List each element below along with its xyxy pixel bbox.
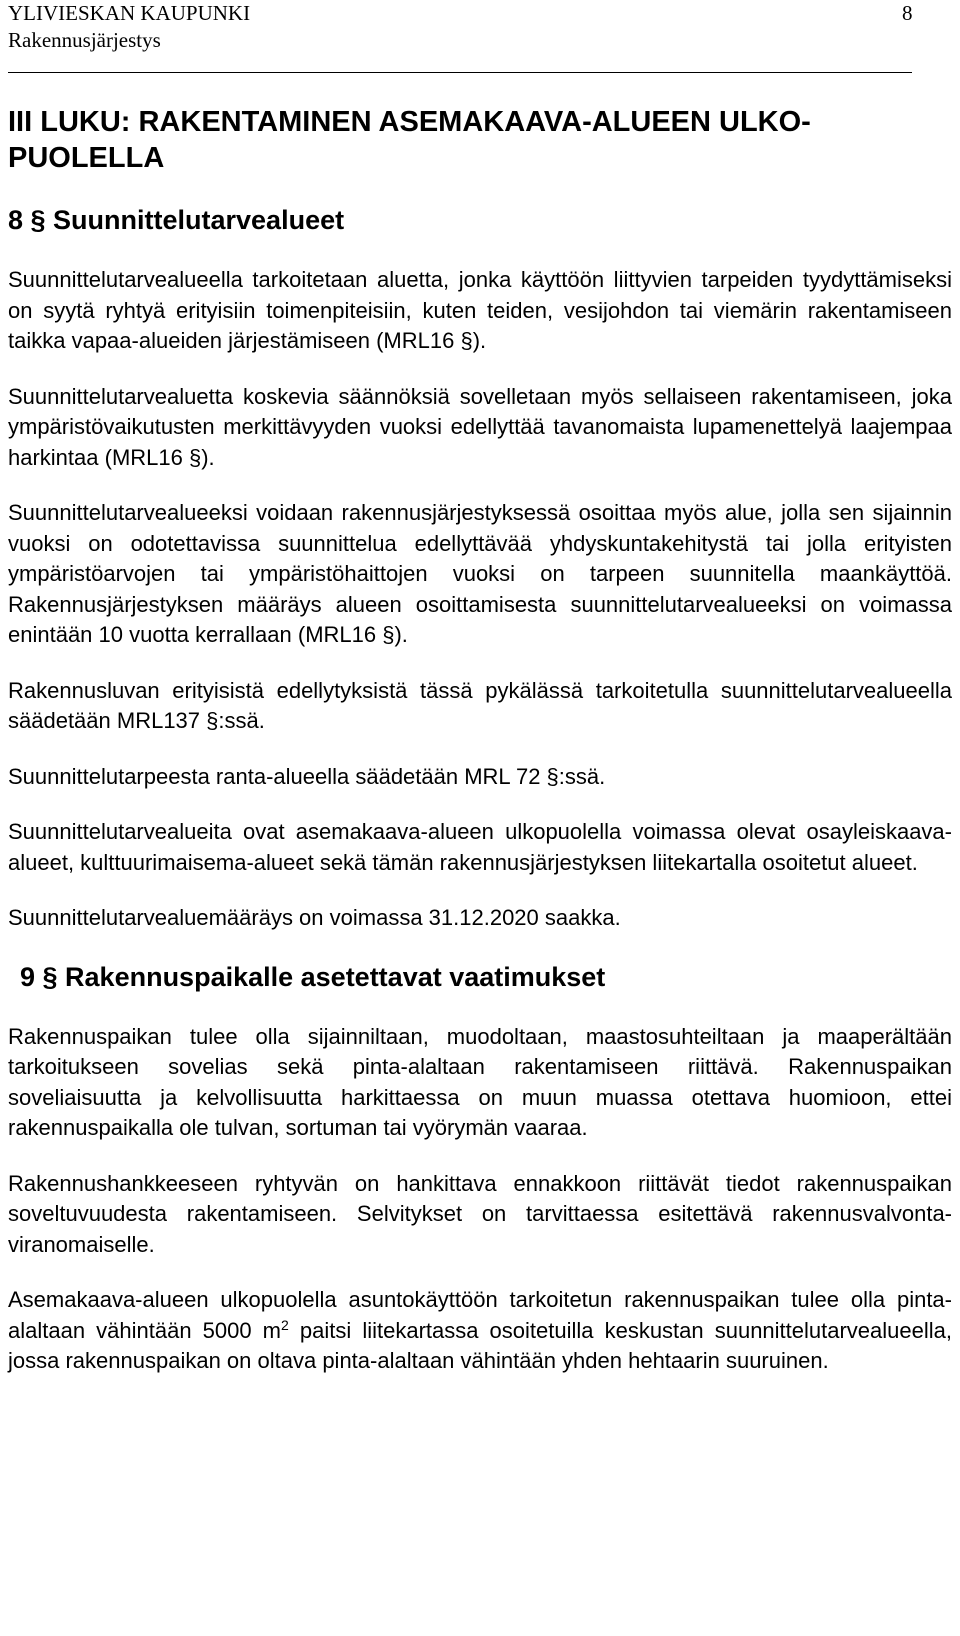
page-number: 8 — [902, 1, 913, 25]
section-8 — [8, 202, 952, 934]
paragraph: Rakennuspaikan tulee olla sijainniltaan, muodoltaan, maastosuhteiltaan ja maaperältään tarkoitukseen sovelias sekä pinta-alaltaan rakentamiseen riittävä. Rakennuspaikan soveliaisuutta ja kelvollisuutta harkittaessa on muun muassa otettava huomioon, ettei rakennuspaikalla ole tulvan, sortuman tai vyörymän vaaraa. — [8, 1023, 952, 1140]
section-heading: 9 § Rakennuspaikalle asetettavat vaatimukset — [20, 961, 606, 992]
document-body — [8, 104, 952, 1402]
paragraph: Suunnittelutarvealuemääräys on voimassa 31.12.2020 saakka. — [8, 905, 621, 930]
header-rule — [8, 72, 912, 73]
paragraph-text: Asemakaava-alueen ulkopuolella asuntokäyttöön tarkoitetun rakennuspaikan tulee olla pinta-alaltaan vähintään 5000 m — [8, 1287, 952, 1343]
header-document-title: Rakennusjärjestys — [8, 28, 161, 52]
paragraph — [8, 1285, 952, 1377]
paragraph: Rakennusluvan erityisistä edellytyksistä tässä pykälässä tarkoitetulla suunnittelutarvealueella säädetään MRL137 §:ssä. — [8, 677, 952, 733]
paragraph: Rakennushankkeeseen ryhtyvän on hankittava ennakkoon riittävät tiedot rakennuspaikan soveltuvuudesta rakentamiseen. Selvitykset on tarvittaessa esitettävä rakennusvalvonta-viranomaiselle. — [8, 1170, 952, 1257]
section-heading: 8 § Suunnittelutarvealueet — [8, 205, 345, 235]
paragraph: Suunnittelutarvealueita ovat asemakaava-alueen ulkopuolella voimassa olevat osayleiskaava-alueet, kulttuurimaisema-alueet sekä tämän rakennusjärjestyksen liitekartalla osoitetut alueet. — [8, 819, 952, 875]
paragraph: Suunnittelutarvealueeksi voidaan rakennusjärjestyksessä osoittaa myös alue, jolla sen sijainnin vuoksi on odotettavissa suunnittelua edellyttävää yhdyskuntakehitystä tai jolla erityisten ympäristöarvojen tai ympäristöhaittojen vuoksi on tarpeen suunnitella maankäyttöä. Rakennusjärjestyksen määräys alueen osoittamisesta suunnittelutarvealueeksi on voimassa enintään 10 vuotta kerrallaan (MRL16 §). — [8, 500, 952, 647]
superscript: 2 — [281, 1316, 289, 1333]
paragraph: Suunnittelutarpeesta ranta-alueella säädetään MRL 72 §:ssä. — [8, 763, 606, 789]
section-9 — [8, 959, 952, 1377]
paragraph-text: paitsi liitekartassa osoitetuilla keskustan suunnittelutarvealueella, jossa rakennuspaikan on oltava pinta-alaltaan vähintään yhden hehtaarin suuruinen. — [8, 1317, 952, 1373]
paragraph: Suunnittelutarvealueella tarkoitetaan aluetta, jonka käyttöön liittyvien tarpeiden tyydyttämiseksi on syytä ryhtyä erityisiin toimenpiteisiin, kuten teiden, vesijohdon tai viemärin rakentamiseen taikka vapaa-alueiden järjestämiseen (MRL16 §). — [8, 267, 952, 353]
chapter-title: III LUKU: RAKENTAMINEN ASEMAKAAVA-ALUEEN ULKO-PUOLELLA — [8, 106, 811, 174]
header-organization: YLIVIESKAN KAUPUNKI — [8, 1, 251, 25]
paragraph: Suunnittelutarvealuetta koskevia säännöksiä sovelletaan myös sellaiseen rakentamiseen, joka ympäristövaikutusten merkittävyyden vuoksi edellyttää tavanomaista lupamenettelyä laajempaa harkintaa (MRL16 §). — [8, 383, 952, 470]
